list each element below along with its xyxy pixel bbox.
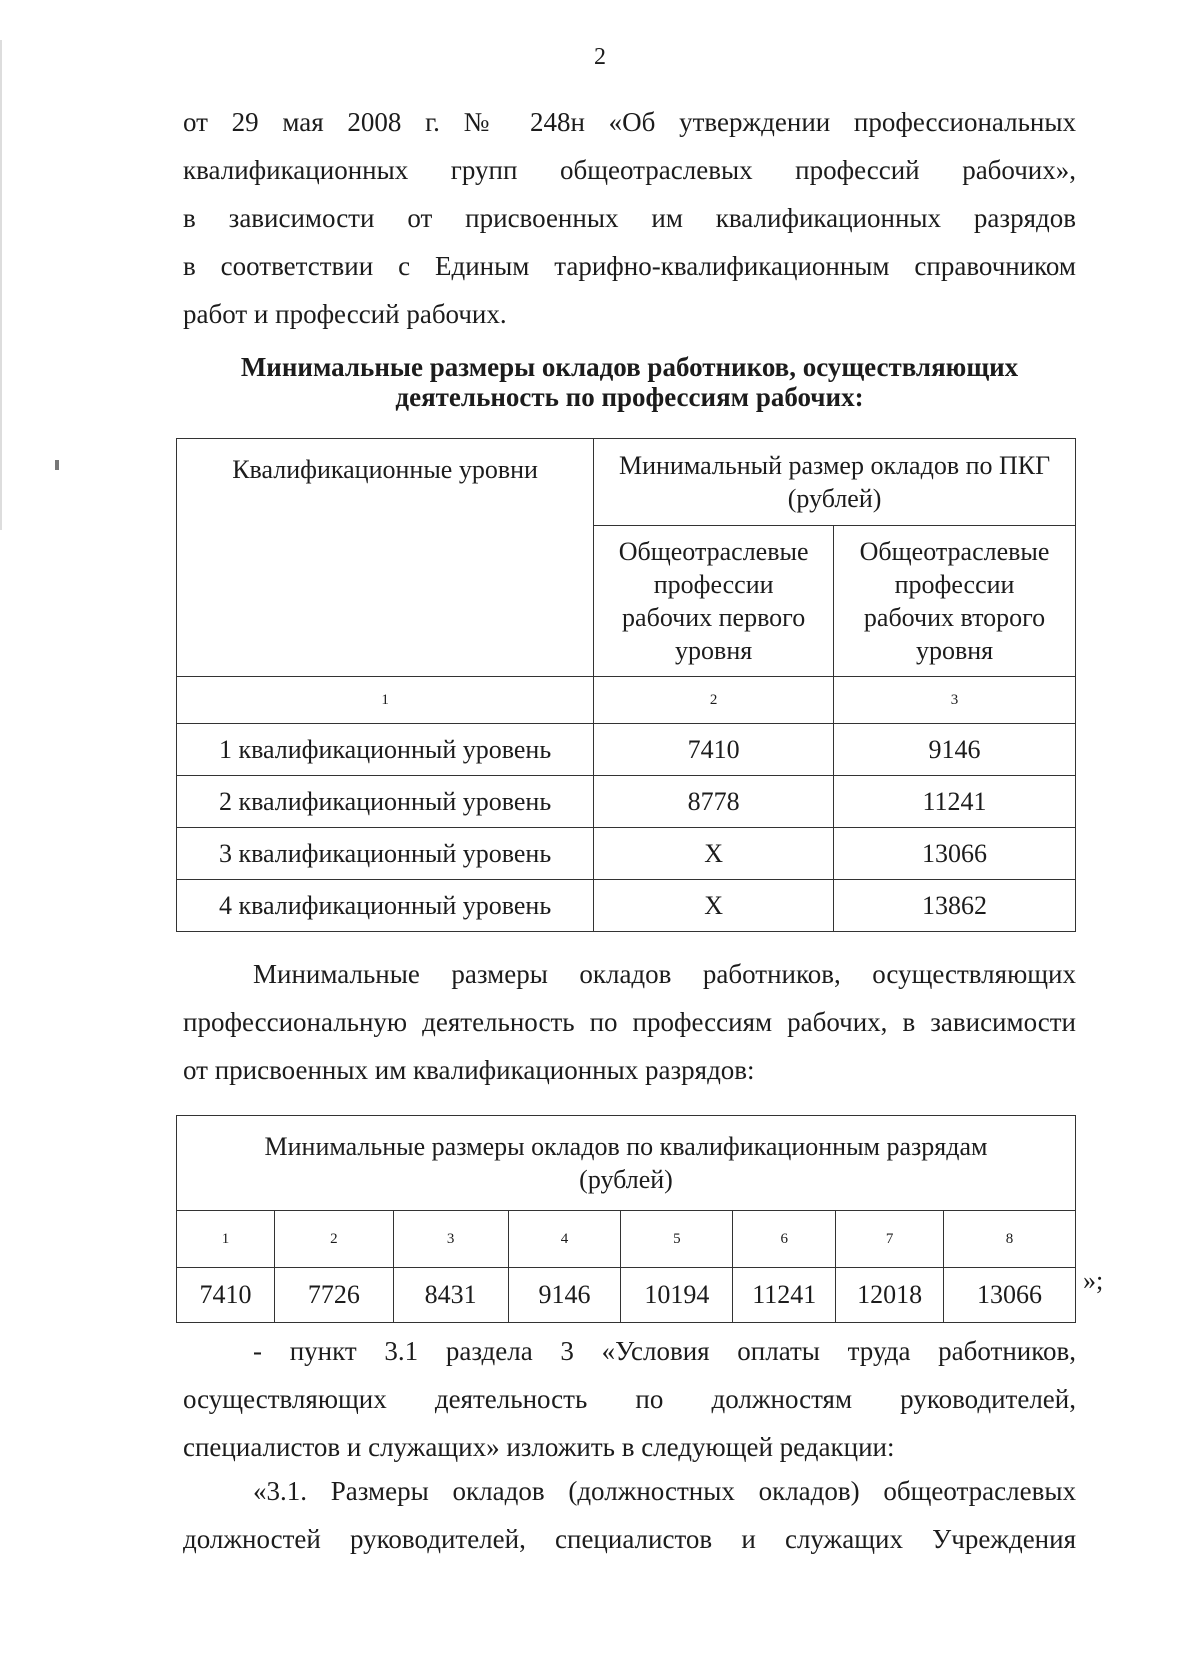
sub-header-second-level: Общеотраслевые профессии рабочих второго уровня	[834, 526, 1076, 677]
heading-line: деятельность по профессиям рабочих:	[395, 382, 864, 412]
grade-number: 2	[274, 1211, 393, 1268]
level-cell: 2 квалификационный уровень	[177, 776, 594, 828]
middle-paragraph	[183, 950, 1076, 1094]
grade-salary: 9146	[508, 1268, 621, 1323]
salary-cell: 13066	[834, 828, 1076, 880]
closing-quote-mark: »;	[1083, 1266, 1104, 1295]
grade-number: 5	[621, 1211, 733, 1268]
salary-cell: 8778	[594, 776, 834, 828]
text-line: должностей руководителей, специалистов и служащих Учреждения	[183, 1524, 1076, 1554]
grade-number: 7	[836, 1211, 944, 1268]
grade-salary: 8431	[393, 1268, 508, 1323]
column-number: 2	[594, 677, 834, 724]
text-line: Минимальные размеры окладов работников, осуществляющих	[253, 959, 1076, 989]
pkg-salary-table	[176, 438, 1076, 932]
final-paragraph	[183, 1467, 1076, 1563]
scan-artifact	[55, 460, 59, 470]
page-number: 2	[594, 44, 606, 70]
text-line: в зависимости от присвоенных им квалификационных разрядов	[183, 203, 1076, 233]
salary-cell: 9146	[834, 724, 1076, 776]
text-line: квалификационных групп общеотраслевых профессий рабочих»,	[183, 155, 1076, 185]
table-row	[177, 828, 1076, 880]
point-paragraph	[183, 1327, 1076, 1471]
salary-cell: X	[594, 828, 834, 880]
grade-salary: 7726	[274, 1268, 393, 1323]
grade-table-header: Минимальные размеры окладов по квалификационным разрядам (рублей)	[177, 1116, 1076, 1211]
group-header: Минимальный размер окладов по ПКГ (рублей)	[594, 439, 1076, 526]
grade-number: 6	[733, 1211, 836, 1268]
level-cell: 4 квалификационный уровень	[177, 880, 594, 932]
level-cell: 1 квалификационный уровень	[177, 724, 594, 776]
column-number: 3	[834, 677, 1076, 724]
text-line: от 29 мая 2008 г. № 248н «Об утверждении профессиональных	[183, 107, 1076, 137]
table-row	[177, 724, 1076, 776]
col-header-levels: Квалификационные уровни	[177, 439, 594, 677]
grade-salary-table	[176, 1115, 1076, 1323]
grade-number: 3	[393, 1211, 508, 1268]
text-line: профессиональную деятельность по профессиям рабочих, в зависимости	[183, 1007, 1076, 1037]
salary-cell: X	[594, 880, 834, 932]
salary-cell: 13862	[834, 880, 1076, 932]
text-line: осуществляющих деятельность по должностям руководителей,	[183, 1384, 1076, 1414]
grade-salary: 13066	[944, 1268, 1076, 1323]
scan-edge-mark	[0, 40, 2, 530]
grade-number: 8	[944, 1211, 1076, 1268]
level-cell: 3 квалификационный уровень	[177, 828, 594, 880]
table-row	[177, 776, 1076, 828]
text-line: - пункт 3.1 раздела 3 «Условия оплаты труда работников,	[253, 1336, 1076, 1366]
salary-cell: 7410	[594, 724, 834, 776]
intro-paragraph	[183, 98, 1076, 338]
section-heading	[183, 352, 1076, 412]
grade-salary: 11241	[733, 1268, 836, 1323]
text-line: работ и профессий рабочих.	[183, 299, 507, 329]
sub-header-first-level: Общеотраслевые профессии рабочих первого уровня	[594, 526, 834, 677]
text-line: «3.1. Размеры окладов (должностных окладов) общеотраслевых	[253, 1476, 1076, 1506]
grade-number: 4	[508, 1211, 621, 1268]
grade-salary: 12018	[836, 1268, 944, 1323]
text-line: специалистов и служащих» изложить в следующей редакции:	[183, 1432, 895, 1462]
grade-salary: 7410	[177, 1268, 275, 1323]
text-line: в соответствии с Единым тарифно-квалификационным справочником	[183, 251, 1076, 281]
table-row	[177, 880, 1076, 932]
heading-line: Минимальные размеры окладов работников, осуществляющих	[240, 352, 1019, 382]
column-number: 1	[177, 677, 594, 724]
grade-number: 1	[177, 1211, 275, 1268]
grade-salary: 10194	[621, 1268, 733, 1323]
text-line: от присвоенных им квалификационных разрядов:	[183, 1055, 755, 1085]
salary-cell: 11241	[834, 776, 1076, 828]
